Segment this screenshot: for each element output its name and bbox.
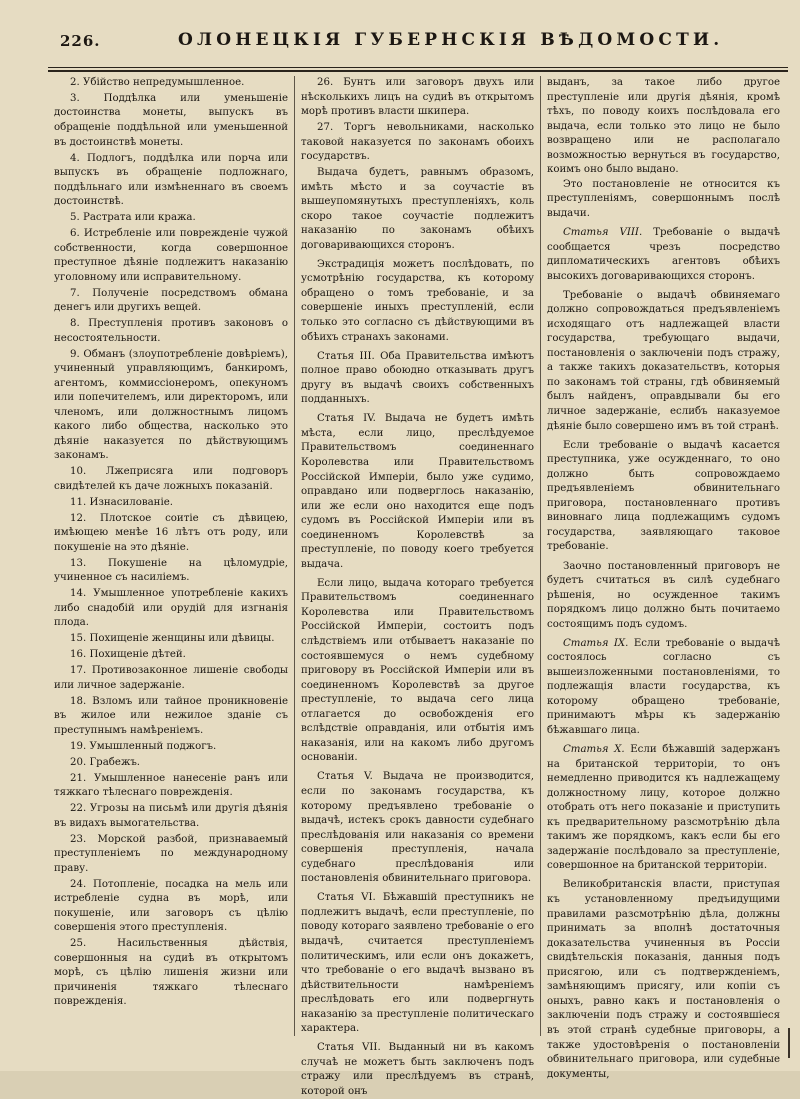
paragraph-text: выданъ, за такое либо другое преступленіе или другія дѣянія, кромѣ тѣхъ, по поводу коихъ послѣдовала его выдача, если только это лицо не было возвращено или не располагало возможностью вернуться въ государство, коимъ оно было выдано. <box>547 77 780 176</box>
paragraph <box>547 76 780 178</box>
list-item <box>301 121 534 165</box>
article-label: Статья V. <box>317 771 373 783</box>
list-item <box>54 740 288 755</box>
list-item <box>54 756 288 771</box>
paragraph-text: 13. Покушеніе на цѣломудріе, учиненное съ насиліемъ. <box>54 557 288 584</box>
paragraph-text: 17. Противозаконное лишеніе свободы или личное задержаніе. <box>54 665 288 691</box>
list-item <box>54 152 288 210</box>
article-label: Статья VIII. <box>563 226 643 238</box>
paragraph-text: Выдача не будетъ имѣть мѣста, если лицо, преслѣдуемое Правительствомъ соединеннаго Королевства или Правительствомъ Россійской Имперіи, было уже судимо, оправдано или подверглось наказанію, или же если оно находится еще подъ судомъ въ Россійской Имперіи или въ соединенномъ Королевствѣ за преступленіе, по поводу коего требуется выдача. <box>301 413 534 570</box>
article-label: Статья IX. <box>563 637 629 649</box>
column-right <box>540 76 786 1080</box>
paragraph-text: 27. Торгъ невольниками, насколько таковой наказуется по законамъ обоихъ государствъ. <box>301 122 534 163</box>
article-paragraph <box>547 637 780 739</box>
list-item <box>54 92 288 150</box>
paragraph-text: 4. Подлогъ, поддѣлка или порча или выпускъ въ обращеніе подложнаго, поддѣльнаго или измѣненнаго въ своемъ достоинствѣ. <box>54 152 288 208</box>
article-paragraph <box>547 226 780 284</box>
paragraph-text: Если требованіе о выдачѣ состоялось согласно съ вышеизложенными постановленіями, то подлежащія власти государства, къ которому обращено требованіе, принимаютъ мѣры къ задержанію бѣжавшаго лица. <box>547 637 780 737</box>
paragraph-text: Требованіе о выдачѣ сообщается чрезъ посредство дипломатическихъ агентовъ обѣихъ высокихъ договаривающихся сторонъ. <box>547 226 780 282</box>
paragraph-text: Экстрадиція можетъ послѣдовать, по усмотрѣнію государства, къ которому обращено о томъ требованіе, и за совершеніе иныхъ преступленій, если только это согласно съ дѣйствующими въ обѣихъ странахъ законами. <box>301 258 534 343</box>
paragraph-text: 14. Умышленное употребленіе какихъ либо снадобій или орудій для изгнанія плода. <box>54 588 288 629</box>
paragraph-text: 15. Похищеніе женщины или дѣвицы. <box>70 633 275 645</box>
article-paragraph <box>301 350 534 408</box>
paragraph-text: 2. Убійство непредумышленное. <box>70 77 245 88</box>
paragraph-text: 16. Похищеніе дѣтей. <box>70 649 186 661</box>
paragraph <box>301 166 534 253</box>
list-item <box>54 76 288 91</box>
paragraph-text: 10. Лжеприсяга или подговоръ свидѣтелей къ даче ложныхъ показаній. <box>54 466 288 492</box>
paragraph-text: 25. Насильственныя дѣйствія, совершонныя на судиѣ въ открытомъ морѣ, съ цѣлію лишенія жизни или причиненія тяжкаго тѣлеснаго поврежденія. <box>54 938 288 1008</box>
list-item <box>54 833 288 877</box>
paragraph-text: 18. Взломъ или тайное проникновеніе въ жилое или нежилое зданіе съ преступнымъ намѣреніемъ. <box>54 695 288 736</box>
page-number: 226. <box>60 32 101 50</box>
list-item <box>54 937 288 1010</box>
paragraph-text: Великобританскія власти, приступая къ установленному предъидущими правилами разсмотрѣнію дѣла, должны принимать за вполнѣ достаточныя доказательства учиненныя въ Россіи свидѣтельскія показанія, данныя подъ присягою, или съ подтвержденіемъ, замѣняющимъ присягу, или копіи съ оныхъ, равно какъ и постановленія о заключеніи подъ стражу и состоявшіеся въ этой странѣ судебные приговоры, а также удостовѣренія о постановленіи обвинительнаго приговора, или судебные документы, <box>547 879 780 1080</box>
list-item <box>54 772 288 801</box>
list-item <box>301 76 534 120</box>
paragraph-text: Это постановленіе не относится къ преступленіямъ, совершоннымъ послѣ выдачи. <box>547 178 780 219</box>
paragraph-text: Оба Правительства имѣютъ полное право обоюдно отказывать другъ другу въ выдачѣ своихъ собственныхъ подданныхъ. <box>301 350 535 406</box>
paragraph-text: Выдача не производится, если по законамъ государства, къ которому предъявлено требованіе о выдачѣ, истекъ срокъ давности судебнаго преслѣдованія или наказанія со времени совершенія преступленія, начала судебнаго преслѣдованія или постановленія обвинительнаго приговора. <box>301 771 535 885</box>
paragraph-text: Заочно постановленный приговоръ не будетъ считаться въ силѣ судебнаго рѣшенія, но осужденное такимъ порядкомъ лицо должно быть почитаемо состоящимъ подъ судомъ. <box>547 560 780 630</box>
paragraph-text: 12. Плотское соитіе съ дѣвицею, имѣющею менѣе 16 лѣтъ отъ роду, или покушеніе на это дѣяніе. <box>54 512 288 553</box>
paragraph-text: 9. Обманъ (злоупотребленіе довѣріемъ), учиненный управляющимъ, банкиромъ, агентомъ, коммиссіонеромъ, опекуномъ или попечителемъ, или директоромъ, или членомъ, или должностнымъ лицомъ какого либо общества, насколько это дѣяніе наказуется по дѣйствующимъ законамъ. <box>54 348 288 462</box>
article-label: Статья VII. <box>317 1042 381 1054</box>
paragraph-text: 11. Изнасилованіе. <box>70 496 173 508</box>
text-columns <box>48 76 788 1097</box>
paragraph-text: 22. Угрозы на письмѣ или другія дѣянія въ видахъ вымогательства. <box>54 803 288 829</box>
paragraph-text: 7. Полученіе посредствомъ обмана денегъ или другихъ вещей. <box>54 287 288 314</box>
list-item <box>54 211 288 226</box>
column-left <box>48 76 294 1036</box>
list-item <box>54 695 288 739</box>
paragraph-text: Выданный ни въ какомъ случаѣ не можетъ быть заключенъ подъ стражу или преслѣдуемъ въ странѣ, которой онъ <box>301 1042 535 1097</box>
paragraph-text: Бѣжавшій преступникъ не подлежитъ выдачѣ, если преступленіе, по поводу котораго заявлено требованіе о его выдачѣ, считается преступленіемъ политическимъ, или если онъ докажетъ, что требованіе о его выдачѣ вызвано въ дѣйствительности намѣреніемъ преслѣдовать его или подвергнуть наказанію за преступленіе политическаго характера. <box>301 892 534 1035</box>
paragraph <box>301 258 534 345</box>
masthead-title: ОЛОНЕЦКІЯ ГУБЕРНСКІЯ ВѢДОМОСТИ. <box>178 30 724 50</box>
paragraph-text: Если бѣжавшій задержанъ на британской территоріи, то онъ немедленно приводится къ надлежащему должностному лицу, которое должно отобрать отъ него показаніе и приступить къ предварительному разсмотрѣнію дѣла такимъ же порядкомъ, какъ если бы его задержаніе послѣдовало за преступленіе, совершонное на британской территоріи. <box>547 744 780 872</box>
paragraph-text: 8. Преступленія противъ законовъ о несостоятельности. <box>54 318 288 344</box>
paragraph <box>547 439 780 555</box>
paragraph-text: Если лицо, выдача котораго требуется Правительствомъ соединеннаго Королевства или Правительствомъ Россійской Имперіи, состоитъ подъ слѣдствіемъ или отбываетъ наказаніе по состоявшемуся о немъ судебному приговору въ Россійской Имперіи или въ соединенномъ Королевствѣ за другое преступленіе, то выдача сего лица отлагается до освобожденія его вслѣдствіе оправданія, или отбытія имъ наказанія, или на какомъ либо другомъ основаніи. <box>301 577 534 764</box>
paragraph-text: 20. Грабежъ. <box>70 756 141 768</box>
paragraph-text: 21. Умышленное нанесеніе ранъ или тяжкаго тѣлеснаго поврежденія. <box>54 772 288 799</box>
paragraph-text: 26. Бунтъ или заговоръ двухъ или нѣсколькихъ лицъ на судиѣ въ открытомъ морѣ противъ власти шкипера. <box>301 77 534 118</box>
list-item <box>54 287 288 316</box>
paragraph <box>547 178 780 222</box>
paragraph-text: 6. Истребленіе или поврежденіе чужой собственности, когда совершонное преступное дѣяніе подлежитъ наказанію уголовному или исправительному. <box>54 228 288 283</box>
list-item <box>54 496 288 511</box>
article-label: Статья VI. <box>317 892 376 904</box>
header-rule-thin <box>48 67 788 68</box>
page-edge-mark <box>788 1028 790 1058</box>
paragraph <box>547 560 780 633</box>
list-item <box>54 557 288 586</box>
list-item <box>54 878 288 936</box>
paragraph-text: 3. Поддѣлка или уменьшеніе достоинства монеты, выпускъ въ обращеніе поддѣльной или уменьшенной въ достоинствѣ монеты. <box>54 92 288 148</box>
paragraph-text: 24. Потопленіе, посадка на мель или истребленіе судна въ морѣ, или покушеніе, или заговоръ съ цѣлію совершенія этого преступленія. <box>54 878 288 934</box>
article-label: Статья IV. <box>317 413 376 425</box>
list-item <box>54 664 288 693</box>
paragraph <box>301 577 534 766</box>
page-header <box>48 26 788 66</box>
article-paragraph <box>301 1041 534 1099</box>
paragraph-text: 23. Морской разбой, признаваемый преступленіемъ по международному праву. <box>54 833 288 874</box>
paragraph <box>547 878 780 1082</box>
header-rule-thick <box>48 70 788 72</box>
list-item <box>54 632 288 647</box>
list-item <box>54 348 288 464</box>
paragraph-text: 5. Растрата или кража. <box>70 212 196 224</box>
paragraph-text: Требованіе о выдачѣ обвиняемаго должно сопровождаться предъявленіемъ исходящаго отъ надлежащей власти государства, требующаго выдачи, постановленія о заключеніи подъ стражу, а также такихъ доказательствъ, которыя по законамъ той страны, гдѣ обвиняемый былъ найденъ, оправдывали бы его личное задержаніе, еслибъ наказуемое дѣяніе было совершено имъ въ той странѣ. <box>547 289 780 432</box>
list-item <box>54 317 288 346</box>
paragraph-text: 19. Умышленный поджогъ. <box>70 740 217 752</box>
paragraph-text: Если требованіе о выдачѣ касается преступника, уже осужденнаго, то оно должно быть сопровождаемо предъявленіемъ обвинительнаго приговора, постановленнаго противъ виновнаго лица подлежащимъ судомъ государства, заявляющаго таковое требованіе. <box>547 439 780 553</box>
column-middle <box>294 76 540 1097</box>
list-item <box>54 512 288 556</box>
article-paragraph <box>301 891 534 1036</box>
article-label: Статья III. <box>317 350 375 362</box>
article-paragraph <box>547 743 780 874</box>
article-label: Статья X. <box>563 744 625 756</box>
list-item <box>54 648 288 663</box>
paragraph <box>547 289 780 434</box>
list-item <box>54 465 288 494</box>
article-paragraph <box>301 770 534 886</box>
list-item <box>54 587 288 631</box>
paragraph-text: Выдача будетъ, равнымъ образомъ, имѣть мѣсто и за соучастіе въ вышеупомянутыхъ преступленіяхъ, коль скоро такое соучастіе подлежитъ наказанію по законамъ обѣихъ договаривающихся сторонъ. <box>301 167 534 251</box>
list-item <box>54 802 288 831</box>
article-paragraph <box>301 412 534 572</box>
list-item <box>54 227 288 285</box>
